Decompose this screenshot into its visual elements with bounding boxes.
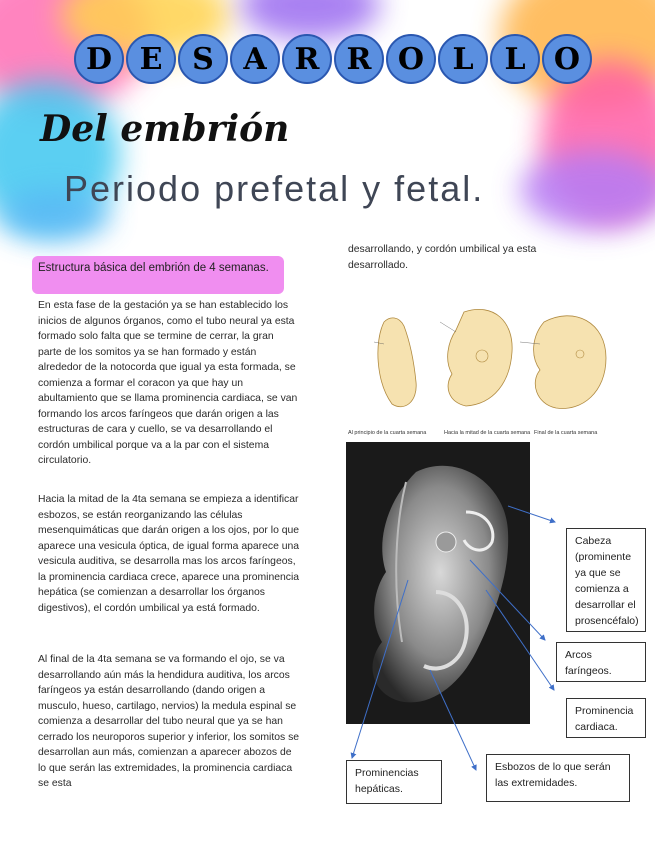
diagram-caption-2: Hacia la mitad de la cuarta semana <box>444 430 531 436</box>
diagram-caption-3: Final de la cuarta semana <box>534 430 598 436</box>
title-letter: O <box>542 34 592 84</box>
title-letter: R <box>334 34 384 84</box>
title-letter: L <box>438 34 488 84</box>
paragraph-3: Al final de la 4ta semana se va formando el ojo, se va desarrollando aún más la hendidura auditiva, los arcos faríngeos ya están desarrollando (dando origen a musculo, hueso, cartilago, nervios) la medula espinal se comienza a desarrollar del tubo neural que ya se han cerrado los neuroporos superior y inferior, los somitos se desarrollan aun más, comienzan a aparecer abozos de lo que serán las extremidades, la prominencia cardiaca se esta <box>38 654 300 789</box>
label-extremidades: Esbozos de lo que serán las extremidades. <box>486 754 630 802</box>
section-heading: Estructura básica del embrión de 4 semanas. <box>32 256 284 294</box>
label-arcos: Arcos faríngeos. <box>556 642 646 682</box>
label-hepaticas: Prominencias hepáticas. <box>346 760 442 804</box>
title-letter: S <box>178 34 228 84</box>
paragraph-2: Hacia la mitad de la 4ta semana se empieza a identificar esbozos, se están reorganizando las células mesenquimáticas que darán origen a los ojos, por lo que aparece una vesicula óptica, de igual forma aparece una vesicula auditiva, se desarrolla mas los arcos faríngeos, la prominencia cardiaca crece, aparece una prominencia hepática (se comienzan a desarrollar los órganos digestivos), el cordón umbilical ya está formado. <box>38 494 300 614</box>
embryo-micrograph <box>346 442 530 724</box>
embryo-stages-diagram <box>344 282 616 440</box>
title-letter: A <box>230 34 280 84</box>
diagram-caption-1: Al principio de la cuarta semana <box>348 430 427 436</box>
title-letter: R <box>282 34 332 84</box>
subtitle: Del embrión <box>40 108 290 150</box>
title-letter: D <box>74 34 124 84</box>
continuation-text: desarrollando, y cordón umbilical ya esta desarrollado. <box>348 244 537 271</box>
paragraph-1: En esta fase de la gestación ya se han establecido los inicios de algunos órganos, como el tubo neural ya esta formado solo falta que se termine de cerrar, la gran parte de los somitos ya se han formado y están alrededor de la notocorda que igual ya esta formada, se comienza a formar el coracon ya que hay un abultamiento que se llama prominencia cardiaca, se van formando los arcos faríngeos que darán origen a las estructuras de cara y cuello, se va desarrollando el cordón umbilical porque va a la par con el sistema circulatorio. <box>38 300 298 466</box>
label-cardiaca: Prominencia cardiaca. <box>566 698 646 738</box>
title-letter: L <box>490 34 540 84</box>
period-title: Periodo prefetal y fetal. <box>64 168 485 209</box>
title-letter: E <box>126 34 176 84</box>
title-letters <box>74 34 594 90</box>
label-cabeza: Cabeza (prominente ya que se comienza a desarrollar el prosencéfalo) <box>566 528 646 632</box>
title-letter: O <box>386 34 436 84</box>
watercolor-splash <box>520 150 655 230</box>
